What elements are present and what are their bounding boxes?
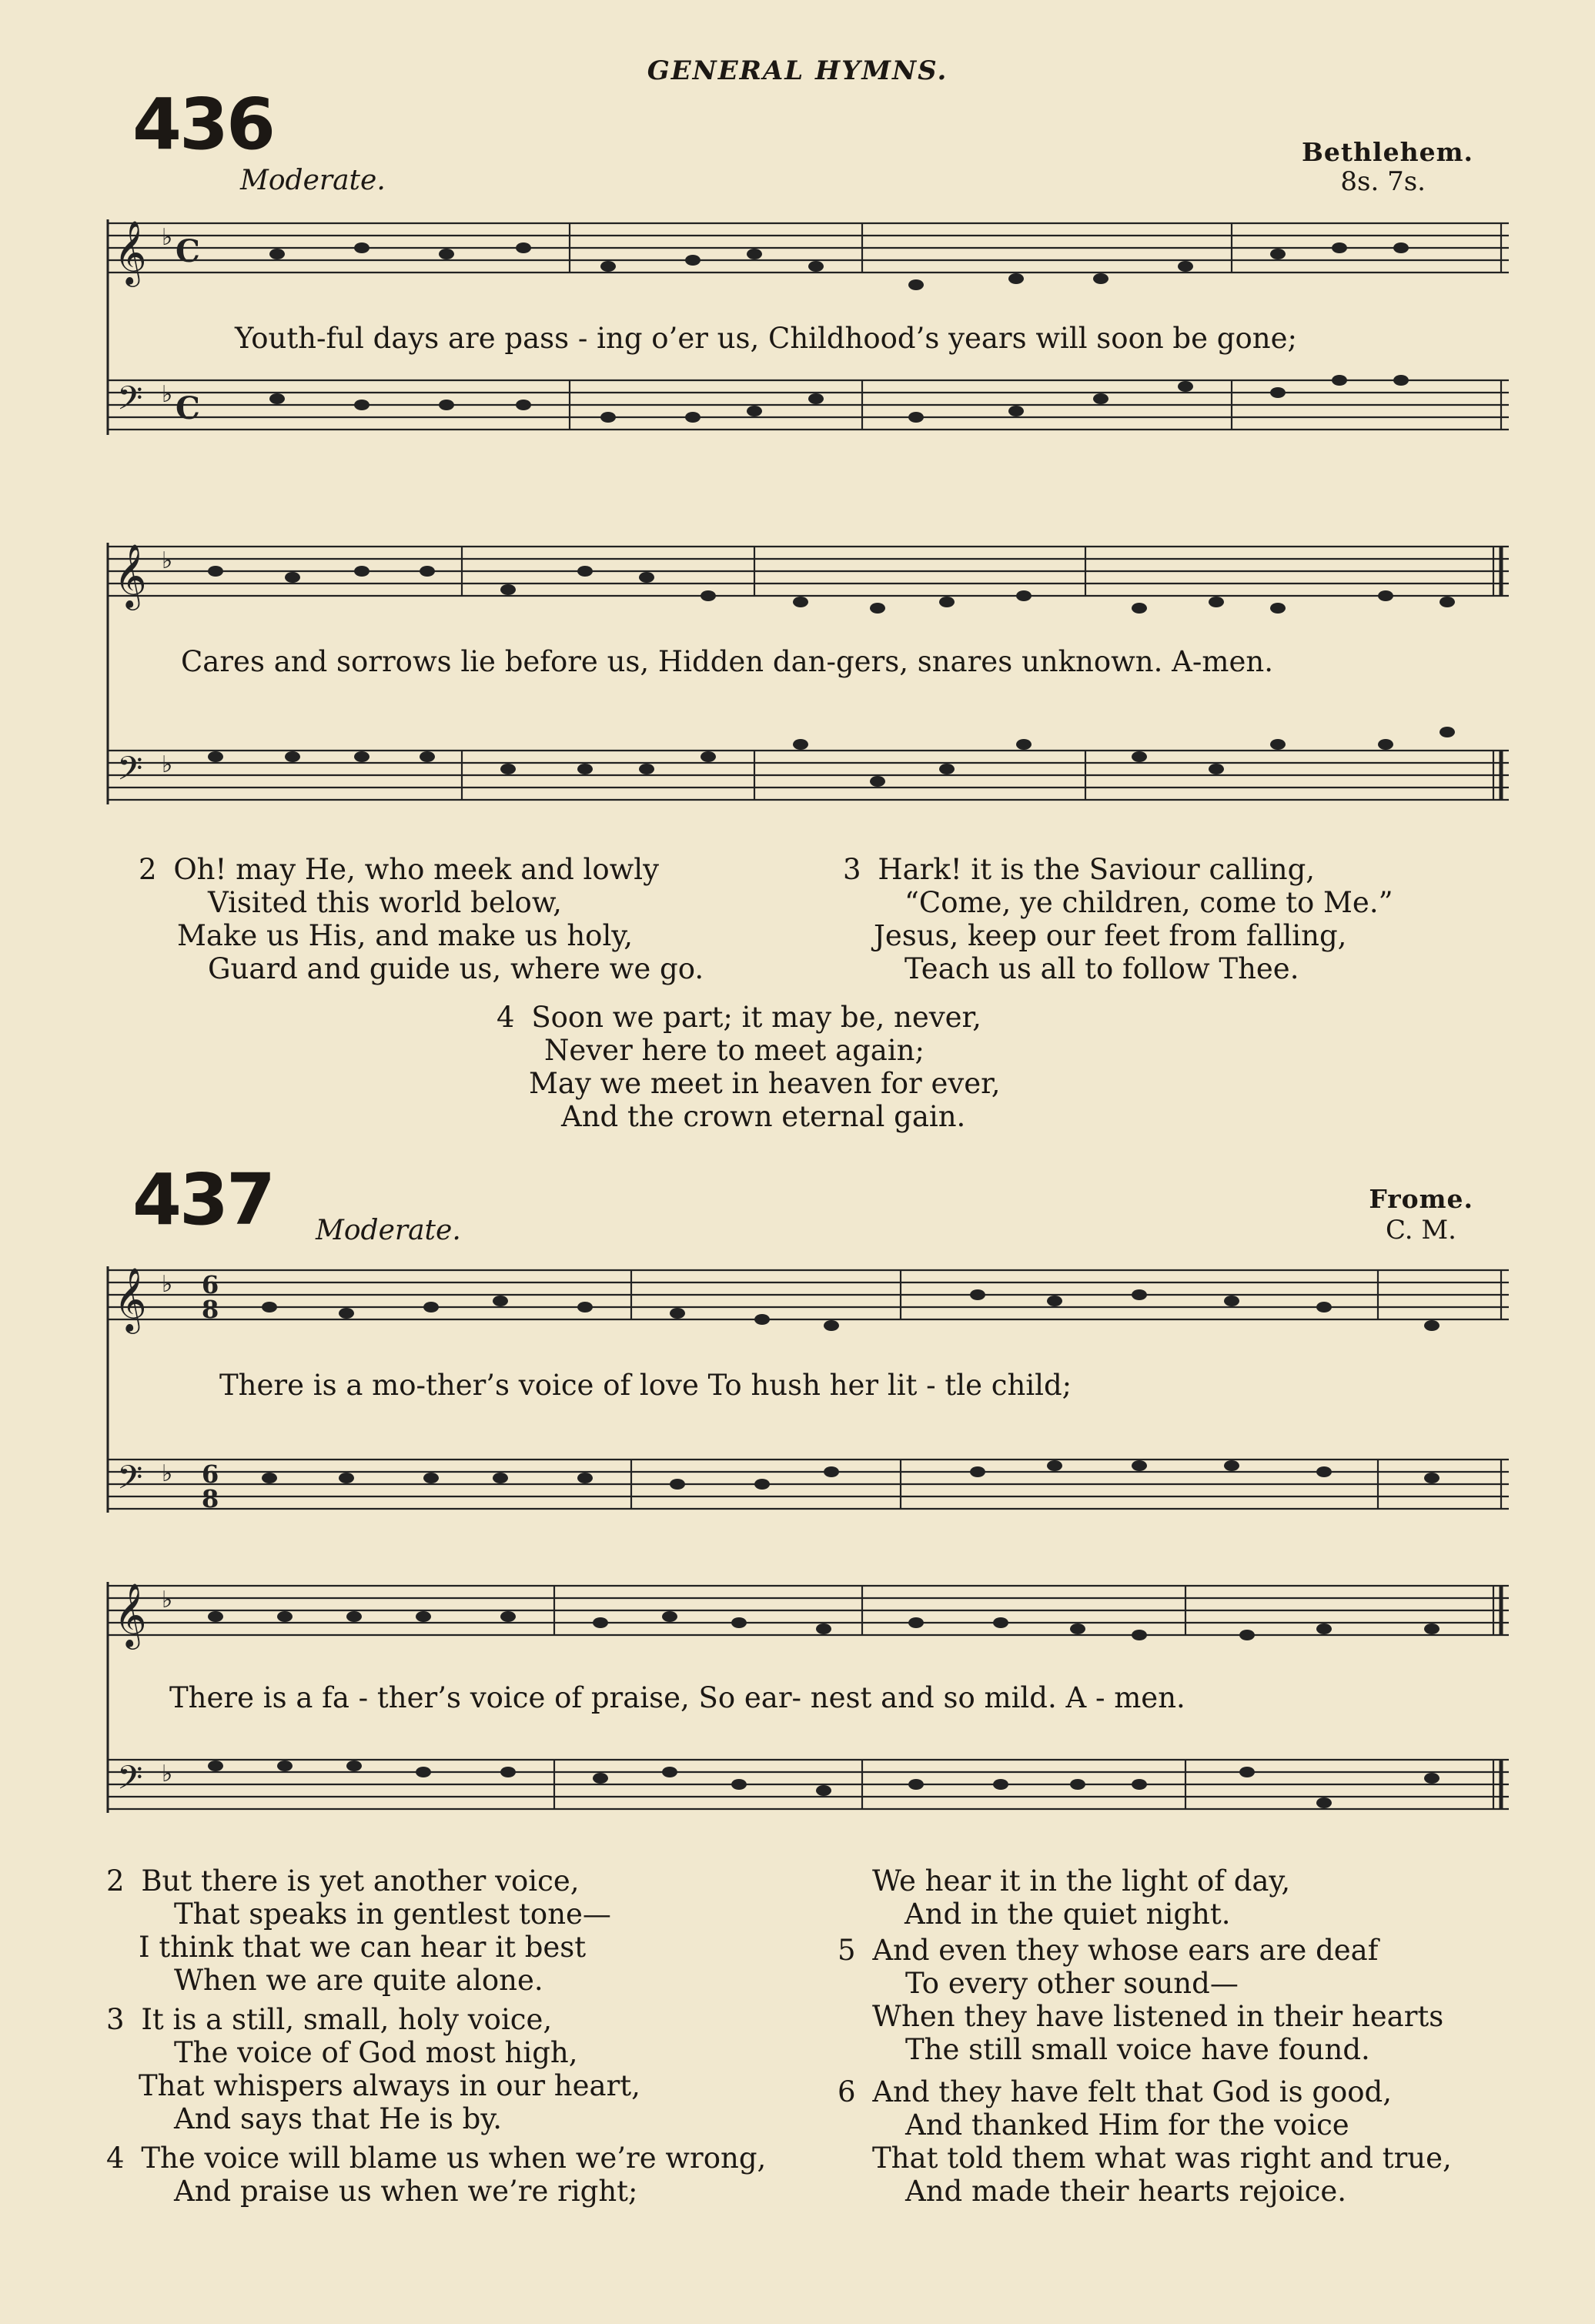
tune-name: Frome. — [1369, 1184, 1473, 1214]
svg-text:6: 6 — [202, 1460, 219, 1489]
verse-number: 3 — [843, 853, 861, 886]
hymn-number: 437 — [132, 1159, 274, 1241]
svg-text:♭: ♭ — [162, 1271, 173, 1298]
verse — [106, 2142, 766, 2208]
lyric-line: There is a fa - ther’s voice of praise, So ear- nest and so mild. A - men. — [169, 1681, 1185, 1714]
verse-number: 4 — [497, 1001, 515, 1034]
verse-line: Never here to meet again; — [544, 1034, 925, 1067]
verse-line: “Come, ye children, come to Me.” — [905, 886, 1393, 919]
svg-text:♭: ♭ — [162, 547, 173, 574]
svg-text:♭: ♭ — [162, 224, 173, 251]
verse-line: Make us His, and make us holy, — [177, 919, 634, 952]
verse — [838, 2075, 1452, 2208]
svg-text:𝄞: 𝄞 — [114, 1266, 147, 1331]
verse-line: Oh! may He, who meek and lowly — [173, 853, 660, 886]
svg-text:C: C — [176, 390, 200, 426]
svg-text:C: C — [176, 233, 200, 269]
hymn-number: 436 — [132, 83, 274, 166]
verse — [497, 1001, 1001, 1133]
verse-line: We hear it in the light of day, — [872, 1864, 1291, 1898]
verse-line: Soon we part; it may be, never, — [531, 1001, 981, 1034]
svg-text:♭: ♭ — [162, 1587, 173, 1613]
verse-line: It is a still, small, holy voice, — [141, 2003, 553, 2036]
lyric-line: Cares and sorrows lie before us, Hidden dan-gers, snares unknown. A-men. — [181, 645, 1273, 678]
verse-line: The still small voice have found. — [905, 2033, 1370, 2066]
lyric-line: Youth-ful days are pass - ing o’er us, Childhood’s years will soon be gone; — [235, 322, 1297, 355]
verse — [106, 1864, 611, 1997]
svg-text:♭: ♭ — [162, 1761, 173, 1787]
svg-text:6: 6 — [202, 1270, 219, 1299]
verse-line: The voice will blame us when we’re wrong, — [141, 2142, 767, 2175]
verse-line: And in the quiet night. — [905, 1898, 1231, 1931]
svg-text:𝄢: 𝄢 — [117, 1459, 143, 1505]
verse-line: And they have felt that God is good, — [872, 2075, 1393, 2108]
tempo-marking: Moderate. — [316, 1215, 461, 1246]
verse-line: That whispers always in our heart, — [139, 2069, 640, 2102]
verse — [106, 2003, 640, 2135]
verse-number: 2 — [139, 853, 157, 886]
lyric-line: There is a mo-ther’s voice of love To hush her lit - tle child; — [219, 1369, 1072, 1402]
svg-text:♭: ♭ — [162, 1460, 173, 1487]
svg-text:𝄞: 𝄞 — [114, 543, 147, 607]
verse-line: But there is yet another voice, — [141, 1864, 580, 1898]
verse-line: Visited this world below, — [208, 886, 562, 919]
svg-text:♭: ♭ — [162, 751, 173, 778]
verse-line: To every other sound— — [905, 1967, 1239, 2000]
svg-text:8: 8 — [202, 1484, 219, 1513]
verse-line: And the crown eternal gain. — [561, 1100, 966, 1133]
verse-line: And says that He is by. — [174, 2102, 503, 2135]
verse-line: The voice of God most high, — [174, 2036, 578, 2069]
verse-line: And even they whose ears are deaf — [872, 1934, 1379, 1967]
verse-line: When we are quite alone. — [174, 1964, 543, 1997]
verse-line: Hark! it is the Saviour calling, — [878, 853, 1316, 886]
svg-text:𝄢: 𝄢 — [117, 380, 143, 426]
tune-name: Bethlehem. — [1301, 137, 1473, 167]
meter: 8s. 7s. — [1340, 166, 1426, 197]
verse-line: And praise us when we’re right; — [174, 2175, 638, 2208]
verse-number: 6 — [838, 2075, 856, 2108]
svg-text:𝄞: 𝄞 — [114, 219, 147, 284]
svg-text:♭: ♭ — [162, 381, 173, 408]
verse — [843, 853, 1393, 985]
verse-number: 4 — [106, 2142, 125, 2175]
svg-text:𝄞: 𝄞 — [114, 1582, 147, 1647]
time-signature — [202, 1270, 219, 1513]
verse-line: When they have listened in their hearts — [872, 2000, 1444, 2033]
verse-number: 2 — [106, 1864, 125, 1898]
running-header: GENERAL HYMNS. — [647, 55, 948, 86]
verse-line: May we meet in heaven for ever, — [529, 1067, 1001, 1100]
verse-line: I think that we can hear it best — [139, 1931, 587, 1964]
verse-line: That told them what was right and true, — [872, 2142, 1452, 2175]
verse-continued — [872, 1864, 1290, 1931]
svg-text:8: 8 — [202, 1295, 219, 1324]
verse-number: 5 — [838, 1934, 856, 1967]
verse-line: That speaks in gentlest tone— — [174, 1898, 611, 1931]
verse-line: And made their hearts rejoice. — [905, 2175, 1346, 2208]
meter: C. M. — [1385, 1215, 1456, 1246]
verse-line: And thanked Him for the voice — [905, 2108, 1349, 2142]
verse — [139, 853, 704, 985]
verse — [838, 1934, 1443, 2066]
svg-text:𝄢: 𝄢 — [117, 750, 143, 796]
verse-number: 3 — [106, 2003, 125, 2036]
verse-line: Teach us all to follow Thee. — [905, 952, 1299, 985]
verse-line: Jesus, keep our feet from falling, — [874, 919, 1347, 952]
tempo-marking: Moderate. — [240, 165, 386, 196]
svg-text:𝄢: 𝄢 — [117, 1759, 143, 1805]
verse-line: Guard and guide us, where we go. — [208, 952, 704, 985]
